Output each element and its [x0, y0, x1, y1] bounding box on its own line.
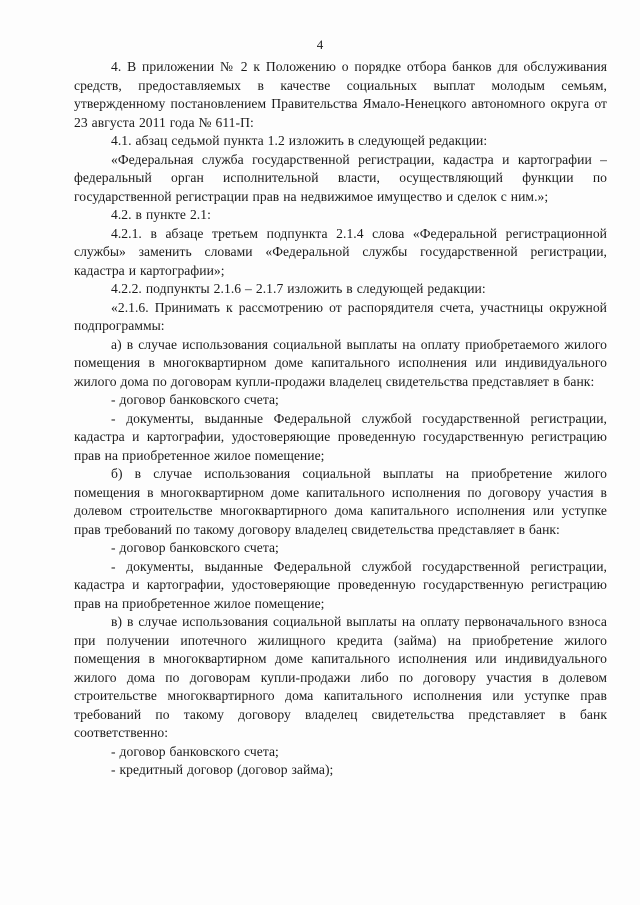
paragraph-item-4-1: 4.1. абзац седьмой пункта 1.2 изложить в следующей редакции:: [111, 133, 488, 148]
list-item-bank-account-contract-v: - договор банковского счета;: [111, 743, 279, 759]
list-item-bank-account-contract-a: - договор банковского счета;: [111, 392, 279, 407]
list-item-registration-documents-b: - документы, выданные Федеральной службой государственной регистрации, кадастра и картографии, удостоверяющие проведенную государственную регистрацию прав на приобретенное жилое помещение;: [74, 558, 607, 611]
paragraph-subitem-b: б) в случае использования социальной выплаты на приобретение жилого помещения в многоквартирном доме капитального исполнения по договору участия в долевом строительстве многоквартирного дома капитального исполнения или уступке прав требований по такому договору владелец свидетельства представляет в банк:: [74, 466, 607, 537]
paragraph-subitem-v: в) в случае использования социальной выплаты на оплату первоначального взноса при получении ипотечного жилищного кредита (займа) на приобретение жилого помещения в многоквартирном доме капитального исполнения или индивидуального жилого дома по договорам купли-продажи либо по договору участия в долевом строительстве многоквартирного дома капитального исполнения или уступке прав требований по такому договору владелец свидетельства представляет в банк соответственно:: [74, 614, 607, 740]
list-item-loan-agreement: - кредитный договор (договор займа);: [111, 762, 334, 777]
page-number: 4: [316, 37, 324, 52]
list-item-registration-documents-a: - документы, выданные Федеральной службой государственной регистрации, кадастра и картографии, удостоверяющие проведенную государственную регистрацию прав на приобретенное жилое помещение;: [74, 410, 607, 463]
paragraph-item-2-1-6: «2.1.6. Принимать к рассмотрению от распорядителя счета, участницы окружной подпрограммы:: [74, 299, 607, 333]
paragraph-subitem-a: а) в случае использования социальной выплаты на оплату приобретаемого жилого помещения в многоквартирном доме капитального исполнения или индивидуального жилого дома по договорам купли-продажи владелец свидетельства представляет в банк:: [74, 336, 607, 389]
list-item-bank-account-contract-b: - договор банковского счета;: [111, 540, 279, 555]
paragraph-definition-quote: «Федеральная служба государственной регистрации, кадастра и картографии – федеральный орган исполнительной власти, осуществляющий функции по государственной регистрации прав на недвижимое имущество и сделок с ним.»;: [74, 151, 607, 204]
paragraph-item-4-2-1: 4.2.1. в абзаце третьем подпункта 2.1.4 слова «Федеральной регистрационной службы» заменить словами «Федеральной службы государственной регистрации, кадастра и картографии»;: [74, 225, 607, 278]
paragraph-item-4-2-2: 4.2.2. подпункты 2.1.6 – 2.1.7 изложить в следующей редакции:: [111, 281, 486, 296]
paragraph-item-4: 4. В приложении № 2 к Положению о порядке отбора банков для обслуживания средств, предоставляемых в качестве социальных выплат молодым семьям, утвержденному постановлением Правительства Ямало-Ненецкого автономного округа от 23 августа 2011 года № 611-П:: [74, 59, 607, 130]
document-body: [74, 58, 607, 780]
paragraph-item-4-2: 4.2. в пункте 2.1:: [111, 207, 211, 222]
